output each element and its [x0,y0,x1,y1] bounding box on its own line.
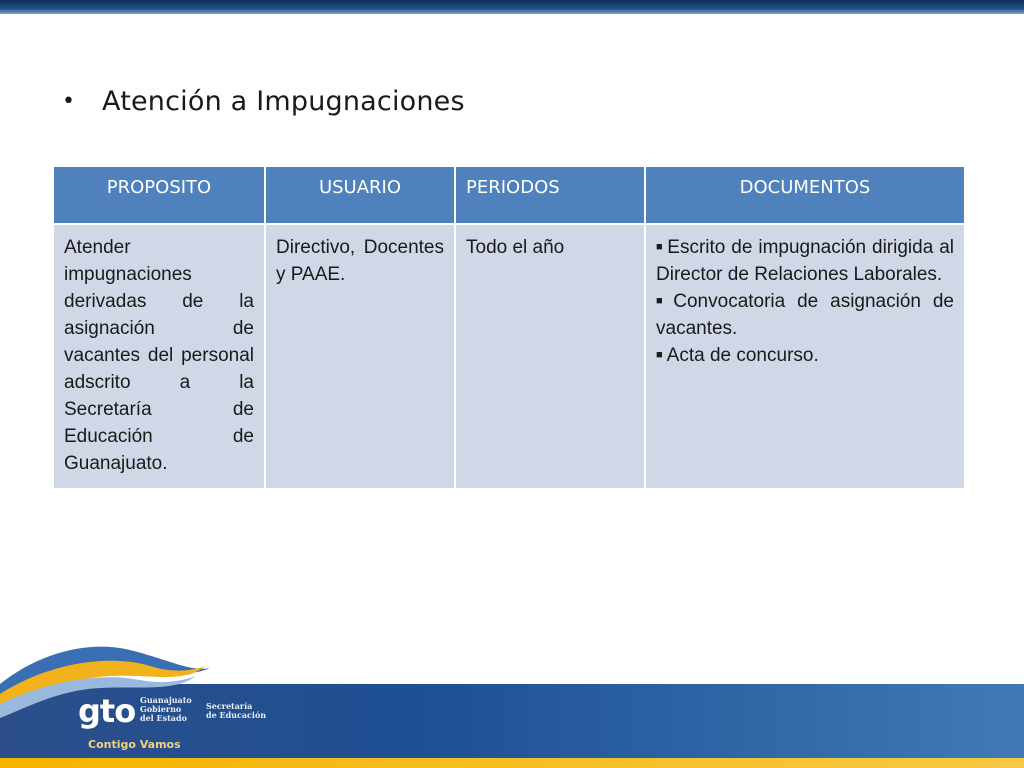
cell-usuario: Directivo, Docentes y PAAE. [265,224,455,489]
secretariat-label [206,702,266,720]
table-row [53,224,965,489]
info-table [52,165,966,490]
square-bullet-icon: ■ [656,241,664,253]
government-label [140,696,192,723]
footer-banner [0,632,1024,768]
cell-proposito: Atender impugnaciones derivadas de la asignación de vacantes del personal adscrito a la Secretaría de Educación de Guanajuato. [53,224,265,489]
table-header-row [53,166,965,224]
header-documentos: DOCUMENTOS [645,166,965,224]
top-header-bar [0,0,1024,14]
document-text-1: Escrito de impugnación dirigida al Director de Relaciones Laborales. [656,237,954,285]
header-proposito: PROPOSITO [53,166,265,224]
secretariat-line-2: de Educación [206,710,267,720]
cell-documentos [645,224,965,489]
gto-logo: gto [78,692,136,730]
tagline: Contigo Vamos [88,738,181,751]
slide-title [62,86,465,117]
square-bullet-icon: ■ [656,295,670,307]
document-text-3: Acta de concurso. [666,345,819,366]
title-text: Atención a Impugnaciones [102,86,465,117]
government-line-1: Guanajuato [140,695,192,705]
government-line-3: del Estado [140,713,187,723]
government-line-2: Gobierno [140,704,182,714]
header-usuario: USUARIO [265,166,455,224]
square-bullet-icon: ■ [656,349,663,361]
secretariat-line-1: Secretaría [206,701,253,711]
cell-periodos: Todo el año [455,224,645,489]
document-item-1 [656,234,954,288]
document-item-3 [656,342,954,369]
document-item-2 [656,288,954,342]
title-bullet: • [62,89,75,114]
header-periodos: PERIODOS [455,166,645,224]
document-text-2: Convocatoria de asignación de vacantes. [656,291,954,339]
